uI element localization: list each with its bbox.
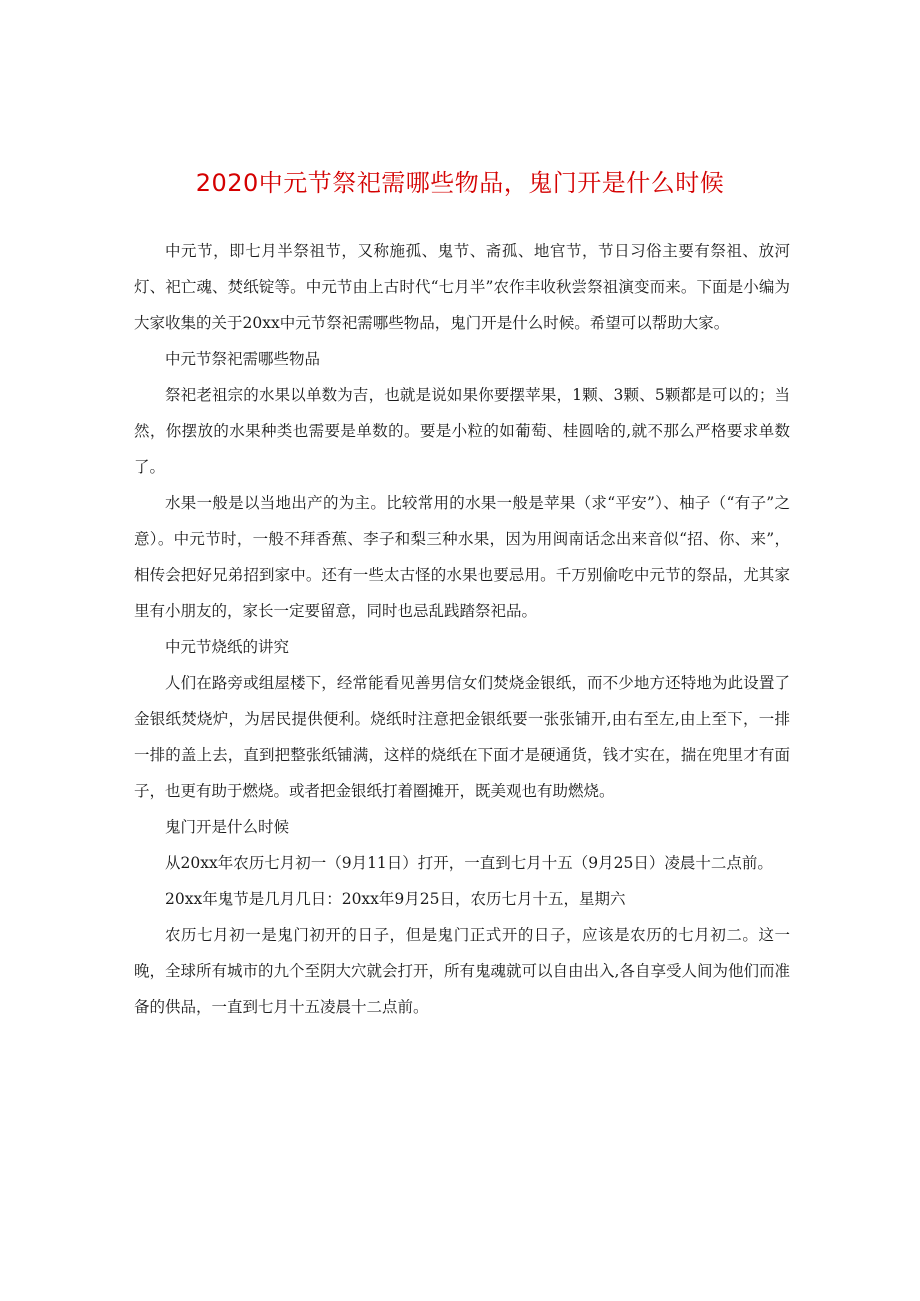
paragraph-fruit-local: 水果一般是以当地出产的为主。比较常用的水果一般是苹果（求“平安”）、柚子（“有子”之意）。中元节时，一般不拜香蕉、李子和梨三种水果，因为用闽南话念出来音似“招、你、来”，相传会把好兄弟招到家中。还有一些太古怪的水果也要忌用。千万别偷吃中元节的祭品，尤其家里有小朋友的，家长一定要留意，同时也忌乱践踏祭祀品。: [134, 494, 790, 620]
section-heading-paper: 中元节烧纸的讲究: [165, 638, 290, 656]
paragraph-gate-dates: 从20xx年农历七月初一（9月11日）打开，一直到七月十五（9月25日）凌晨十二点前。: [165, 854, 773, 872]
paragraph-gate-opening: 农历七月初一是鬼门初开的日子，但是鬼门正式开的日子，应该是农历的七月初二。这一晚，全球所有城市的九个至阴大穴就会打开，所有鬼魂就可以自由出入,各自享受人间为他们而准备的供品，一直到七月十五凌晨十二点前。: [134, 926, 790, 1016]
paragraph-festival-date: 20xx年鬼节是几月几日：20xx年9月25日，农历七月十五，星期六: [165, 890, 626, 908]
paragraph-fruit-odd: 祭祀老祖宗的水果以单数为吉，也就是说如果你要摆苹果，1颗、3颗、5颗都是可以的；当然，你摆放的水果种类也需要是单数的。要是小粒的如葡萄、桂圆啥的,就不那么严格要求单数了。: [134, 386, 790, 476]
document-body: [134, 233, 790, 1025]
document-title: 2020中元节祭祀需哪些物品，鬼门开是什么时候: [195, 169, 725, 197]
section-heading-ghost-gate: 鬼门开是什么时候: [165, 818, 290, 836]
paragraph-paper-burning: 人们在路旁或组屋楼下，经常能看见善男信女们焚烧金银纸，而不少地方还特地为此设置了金银纸焚烧炉，为居民提供便利。烧纸时注意把金银纸要一张张铺开,由右至左,由上至下，一排一排的盖上去，直到把整张纸铺满，这样的烧纸在下面才是硬通货，钱才实在，揣在兜里才有面子，也更有助于燃烧。或者把金银纸打着圈摊开，既美观也有助燃烧。: [134, 674, 790, 800]
intro-paragraph: 中元节，即七月半祭祖节，又称施孤、鬼节、斋孤、地官节，节日习俗主要有祭祖、放河灯、祀亡魂、焚纸锭等。中元节由上古时代“七月半”农作丰收秋尝祭祖演变而来。下面是小编为大家收集的关于20xx中元节祭祀需哪些物品，鬼门开是什么时候。希望可以帮助大家。: [134, 242, 790, 332]
section-heading-offerings: 中元节祭祀需哪些物品: [165, 350, 321, 368]
